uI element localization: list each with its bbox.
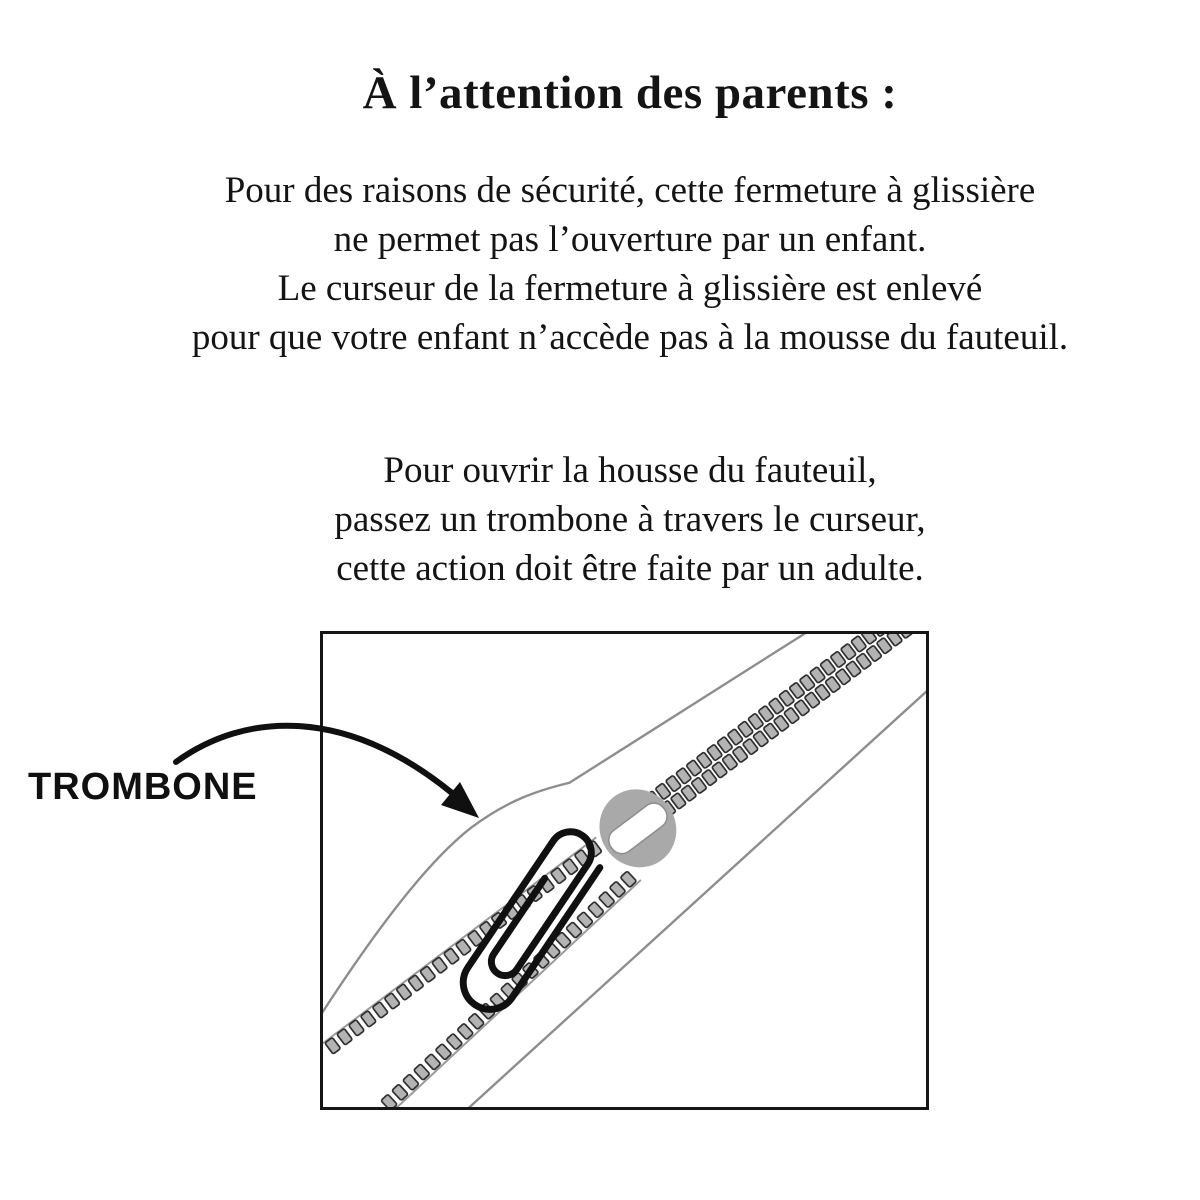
- instruction-line: passez un trombone à travers le curseur,: [334, 499, 926, 540]
- intro-line: ne permet pas l’ouverture par un enfant.: [333, 219, 927, 260]
- intro-paragraph: [60, 166, 1200, 362]
- intro-line: Le curseur de la fermeture à glissière est enlevé: [277, 268, 983, 309]
- intro-line: pour que votre enfant n’accède pas à la mousse du fauteuil.: [191, 317, 1069, 358]
- instruction-paragraph: [60, 446, 1200, 593]
- intro-line: Pour des raisons de sécurité, cette fermeture à glissière: [224, 170, 1036, 211]
- page-title: À l’attention des parents :: [362, 67, 898, 119]
- upper-tape-line: [323, 634, 813, 1017]
- instruction-line: cette action doit être faite par un adulte.: [336, 548, 924, 589]
- instruction-line: Pour ouvrir la housse du fauteuil,: [383, 450, 877, 491]
- trombone-label: TROMBONE: [28, 766, 258, 808]
- zipper-diagram: [323, 634, 926, 1107]
- diagram-box: [320, 631, 929, 1110]
